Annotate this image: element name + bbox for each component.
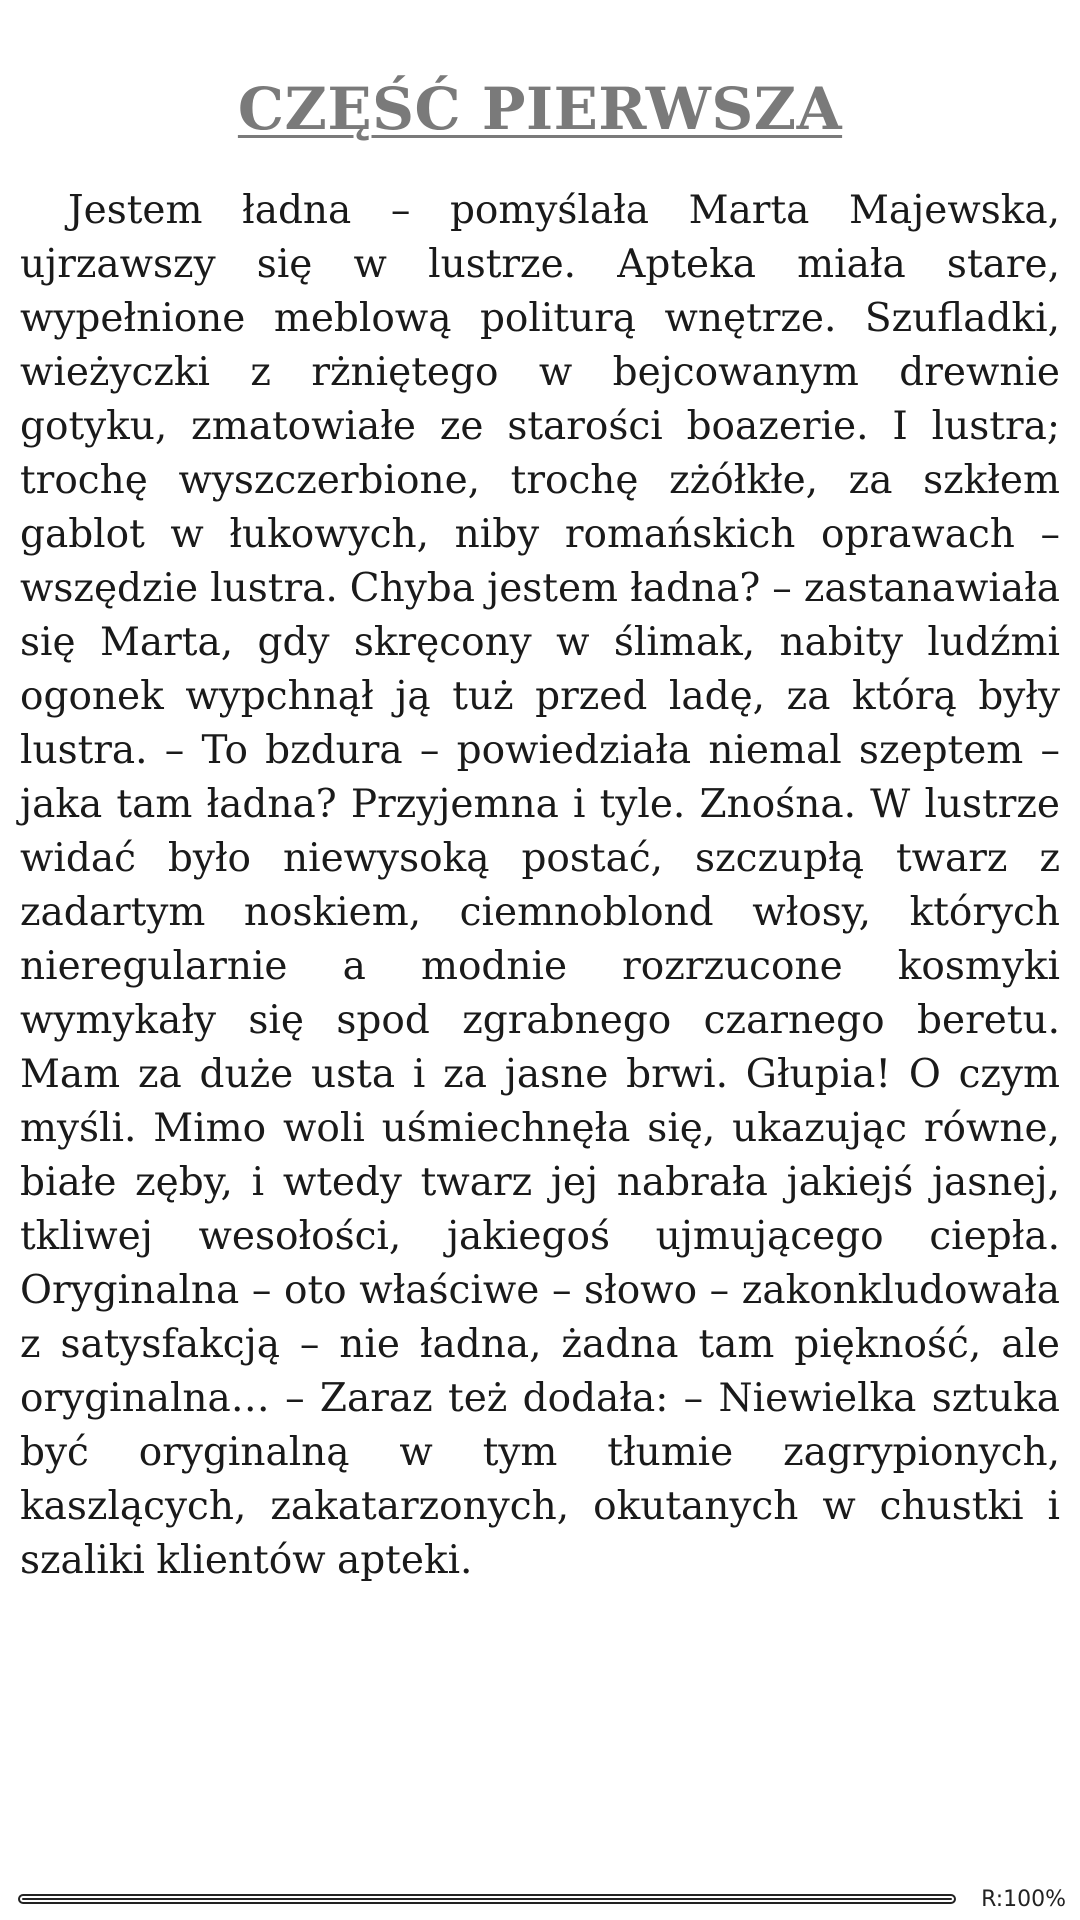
reading-progress-label: R:100% xyxy=(981,1887,1066,1912)
reading-progress-bar[interactable] xyxy=(18,1894,956,1904)
chapter-title: CZĘŚĆ PIERWSZA xyxy=(237,75,843,143)
status-bar xyxy=(0,1880,1080,1920)
paragraph: Jestem ładna – pomyślała Marta Majewska, ujrzawszy się w lustrze. Apteka miała stare, wypełnione meblową politurą wnętrze. Szufladki, wieżyczki z rżniętego w bejcowanym drewnie gotyku, zmatowiałe ze starości boazerie. I lustra; trochę wyszczerbione, trochę zżółkłe, za szkłem gablot w łukowych, niby romańskich oprawach – wszędzie lustra. Chyba jestem ładna? – zastanawiała się Marta, gdy skręcony w ślimak, nabity ludźmi ogonek wypchnął ją tuż przed ladę, za którą były lustra. – To bzdura – powiedziała niemal szeptem – jaka tam ładna? Przyjemna i tyle. Znośna. W lustrze widać było niewysoką postać, szczupłą twarz z zadartym noskiem, ciemnoblond włosy, których nieregularnie a modnie rozrzucone kosmyki wymykały się spod zgrabnego czarnego beretu. Mam za duże usta i za jasne brwi. Głupia! O czym myśli. Mimo woli uśmiechnęła się, ukazując równe, białe zęby, i wtedy twarz jej nabrała jakiejś jasnej, tkliwej wesołości, jakiegoś ujmującego ciepła. Oryginalna – oto właściwe – słowo – zakonkludowała z satysfakcją – nie ładna, żadna tam piękność, ale oryginalna… – Zaraz też dodała: – Niewielka sztuka być oryginalną w tym tłumie zagrypionych, kaszlących, zakatarzonych, okutanych w chustki i szaliki klientów apteki. xyxy=(20,188,1060,1583)
chapter-text xyxy=(20,184,1060,1588)
reading-progress-fill xyxy=(22,1898,952,1900)
